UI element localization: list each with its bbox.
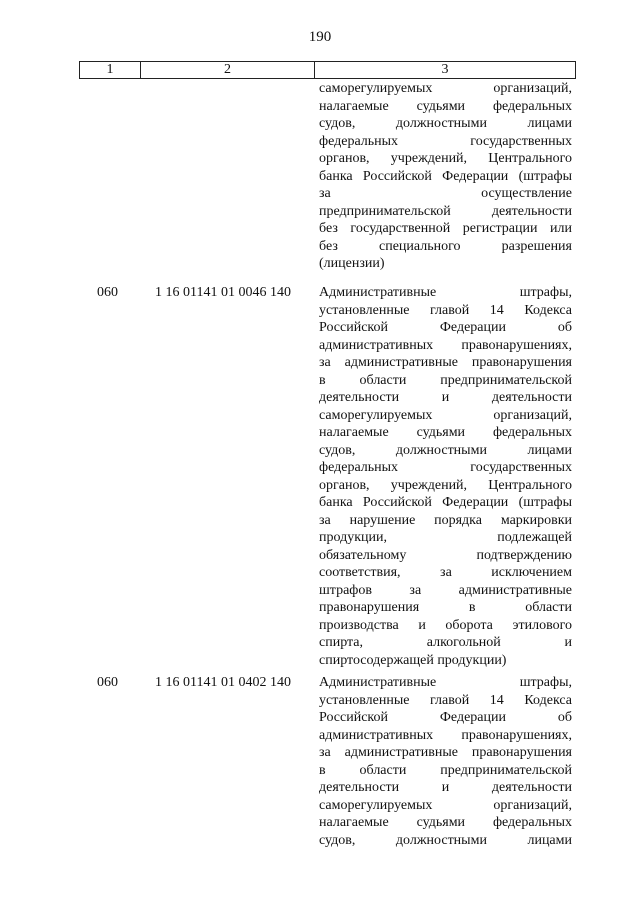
description-line: в области предпринимательской <box>319 372 572 388</box>
description-line: предпринимательской деятельности <box>319 203 572 219</box>
description-line: за административные правонарушения <box>319 355 572 370</box>
description-line: банка Российской Федерации (штрафы <box>319 495 572 510</box>
description-line: судов, должностными лицами <box>319 442 572 458</box>
budget-classification-code: 1 16 01141 01 0402 140 <box>155 675 291 690</box>
description-line: установленные главой 14 Кодекса <box>319 302 572 318</box>
description-line: соответствия, за исключением <box>319 565 572 580</box>
column-header-1: 1 <box>80 62 141 79</box>
description-line: административных правонарушениях, <box>319 337 572 353</box>
row-description <box>319 284 572 669</box>
description-line: правонарушения в области <box>319 600 572 615</box>
description-line: в области предпринимательской <box>319 762 572 778</box>
description-line: налагаемые судьями федеральных <box>319 815 572 830</box>
description-line: Административные штрафы, <box>319 285 572 300</box>
description-line: Российской Федерации об <box>319 320 572 335</box>
description-line: налагаемые судьями федеральных <box>319 425 572 440</box>
description-line: саморегулируемых организаций, <box>319 797 572 813</box>
description-line: спиртосодержащей продукции) <box>319 652 507 668</box>
description-line: штрафов за административные <box>319 582 572 598</box>
row-description <box>319 674 572 849</box>
description-line: административных правонарушениях, <box>319 727 572 743</box>
description-line: за осуществление <box>319 186 572 201</box>
description-line: продукции, подлежащей <box>319 530 572 545</box>
description-line: установленные главой 14 Кодекса <box>319 692 572 708</box>
page-number: 190 <box>308 29 332 45</box>
description-line: производства и оборота этилового <box>319 617 572 633</box>
admin-code: 060 <box>97 285 118 300</box>
description-line: деятельности и деятельности <box>319 780 572 795</box>
description-line: за административные правонарушения <box>319 745 572 760</box>
column-header-table <box>79 61 576 79</box>
description-line: Российской Федерации об <box>319 710 572 725</box>
description-line: без специального разрешения <box>319 238 572 254</box>
continuation-description <box>319 80 572 273</box>
description-line: (лицензии) <box>319 256 385 271</box>
description-line: Административные штрафы, <box>319 675 572 690</box>
description-line: саморегулируемых организаций, <box>319 81 572 96</box>
budget-classification-code: 1 16 01141 01 0046 140 <box>155 285 291 300</box>
description-line: налагаемые судьями федеральных <box>319 98 572 114</box>
description-line: за нарушение порядка маркировки <box>319 512 572 528</box>
column-header-row <box>80 62 576 79</box>
description-line: органов, учреждений, Центрального <box>319 151 572 166</box>
description-line: обязательному подтверждению <box>319 547 572 563</box>
description-line: федеральных государственных <box>319 460 572 475</box>
description-line: спирта, алкогольной и <box>319 635 572 650</box>
description-line: органов, учреждений, Центрального <box>319 477 572 493</box>
description-line: саморегулируемых организаций, <box>319 407 572 423</box>
description-line: банка Российской Федерации (штрафы <box>319 168 572 184</box>
description-line: судов, должностными лицами <box>319 832 572 848</box>
description-line: деятельности и деятельности <box>319 390 572 405</box>
description-line: без государственной регистрации или <box>319 221 572 236</box>
column-header-2: 2 <box>141 62 315 79</box>
description-line: судов, должностными лицами <box>319 116 572 131</box>
column-header-3: 3 <box>315 62 576 79</box>
description-line: федеральных государственных <box>319 133 572 149</box>
admin-code: 060 <box>97 675 118 690</box>
